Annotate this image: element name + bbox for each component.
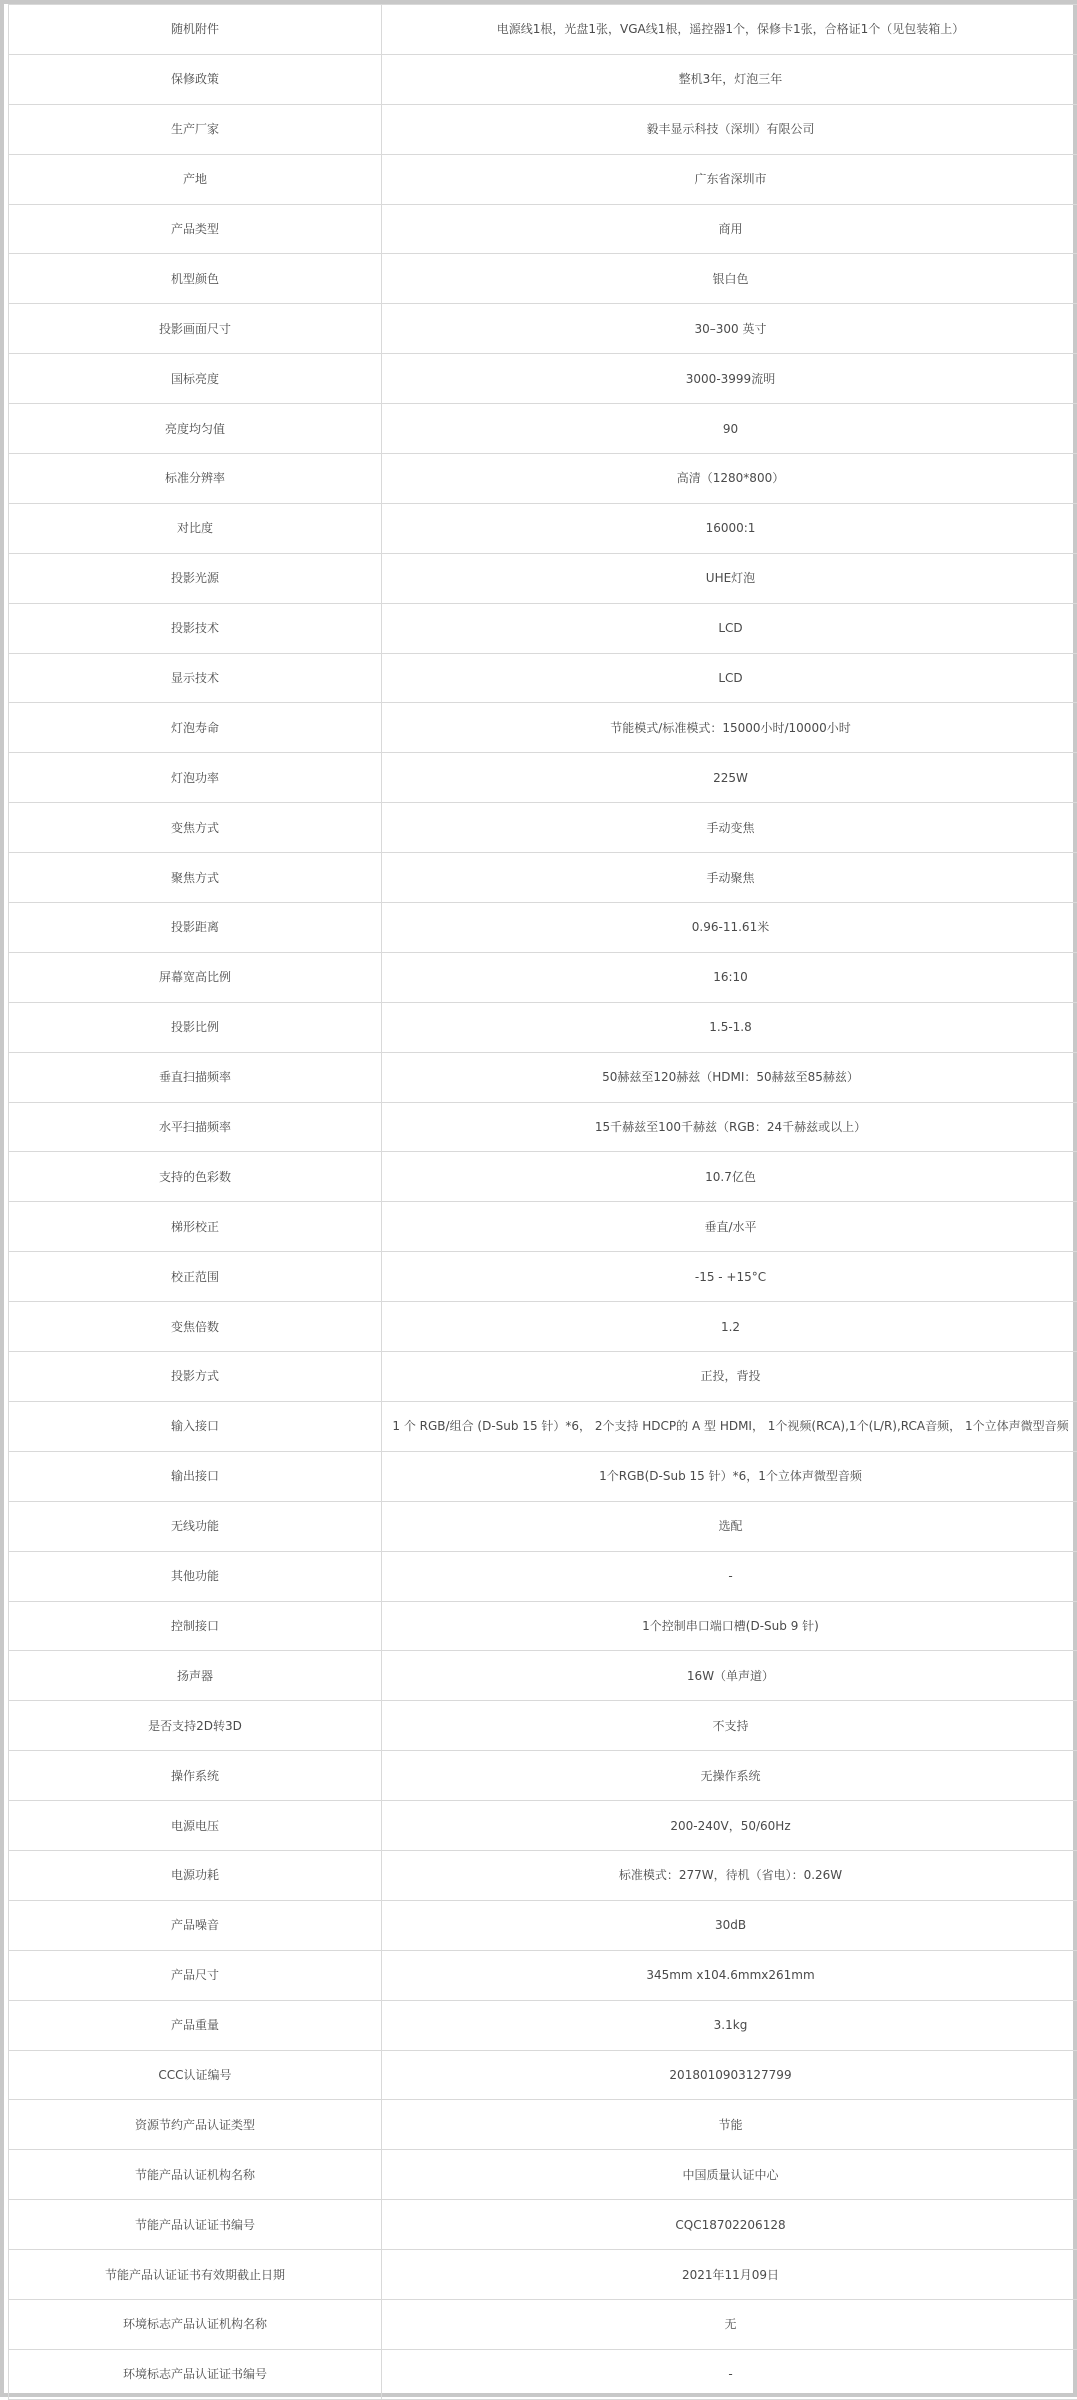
spec-row xyxy=(9,1252,1077,1302)
spec-value: 广东省深圳市 xyxy=(382,154,1077,204)
spec-value: 手动聚焦 xyxy=(382,853,1077,903)
spec-table-body xyxy=(9,5,1077,2400)
spec-value: 200-240V，50/60Hz xyxy=(382,1801,1077,1851)
spec-row xyxy=(9,703,1077,753)
spec-label: 生产厂家 xyxy=(9,104,382,154)
spec-label: 投影比例 xyxy=(9,1002,382,1052)
spec-row xyxy=(9,154,1077,204)
spec-row xyxy=(9,853,1077,903)
spec-label: 控制接口 xyxy=(9,1601,382,1651)
spec-row xyxy=(9,1751,1077,1801)
spec-value: 1.2 xyxy=(382,1302,1077,1352)
spec-label: 聚焦方式 xyxy=(9,853,382,903)
spec-label: 支持的色彩数 xyxy=(9,1152,382,1202)
spec-row xyxy=(9,1102,1077,1152)
spec-row xyxy=(9,553,1077,603)
spec-value: LCD xyxy=(382,653,1077,703)
spec-label: 节能产品认证证书有效期截止日期 xyxy=(9,2250,382,2300)
spec-value: - xyxy=(382,1551,1077,1601)
spec-label: 显示技术 xyxy=(9,653,382,703)
spec-value: 16:10 xyxy=(382,952,1077,1002)
spec-value: 16000:1 xyxy=(382,503,1077,553)
spec-row xyxy=(9,1850,1077,1900)
spec-label: 标准分辨率 xyxy=(9,454,382,504)
spec-value: 无操作系统 xyxy=(382,1751,1077,1801)
spec-row xyxy=(9,104,1077,154)
spec-value: 10.7亿色 xyxy=(382,1152,1077,1202)
spec-label: 亮度均匀值 xyxy=(9,404,382,454)
spec-value: LCD xyxy=(382,603,1077,653)
spec-row xyxy=(9,454,1077,504)
spec-label: 灯泡功率 xyxy=(9,753,382,803)
spec-value: 2018010903127799 xyxy=(382,2050,1077,2100)
spec-value: 中国质量认证中心 xyxy=(382,2150,1077,2200)
spec-row xyxy=(9,1352,1077,1402)
spec-row xyxy=(9,1202,1077,1252)
spec-row xyxy=(9,1302,1077,1352)
spec-row xyxy=(9,2100,1077,2150)
spec-value: UHE灯泡 xyxy=(382,553,1077,603)
spec-label: 操作系统 xyxy=(9,1751,382,1801)
spec-label: 输入接口 xyxy=(9,1401,382,1451)
spec-value: 90 xyxy=(382,404,1077,454)
spec-row xyxy=(9,2000,1077,2050)
spec-row xyxy=(9,2299,1077,2349)
spec-row xyxy=(9,2050,1077,2100)
spec-label: 产品重量 xyxy=(9,2000,382,2050)
spec-label: 节能产品认证机构名称 xyxy=(9,2150,382,2200)
spec-label: 输出接口 xyxy=(9,1451,382,1501)
spec-row xyxy=(9,2349,1077,2399)
spec-row xyxy=(9,1801,1077,1851)
spec-row xyxy=(9,2200,1077,2250)
spec-label: 产地 xyxy=(9,154,382,204)
spec-label: 节能产品认证证书编号 xyxy=(9,2200,382,2250)
spec-label: 电源电压 xyxy=(9,1801,382,1851)
spec-label: 国标亮度 xyxy=(9,354,382,404)
spec-label: 扬声器 xyxy=(9,1651,382,1701)
spec-row xyxy=(9,1651,1077,1701)
spec-value: 银白色 xyxy=(382,254,1077,304)
spec-value: 手动变焦 xyxy=(382,803,1077,853)
spec-value: 选配 xyxy=(382,1501,1077,1551)
spec-value: 225W xyxy=(382,753,1077,803)
spec-value: 3000-3999流明 xyxy=(382,354,1077,404)
spec-label: 投影光源 xyxy=(9,553,382,603)
spec-label: 其他功能 xyxy=(9,1551,382,1601)
spec-label: 环境标志产品认证证书编号 xyxy=(9,2349,382,2399)
spec-row xyxy=(9,1152,1077,1202)
spec-label: 产品类型 xyxy=(9,204,382,254)
spec-label: 屏幕宽高比例 xyxy=(9,952,382,1002)
spec-value: 30dB xyxy=(382,1900,1077,1950)
spec-value: 无 xyxy=(382,2299,1077,2349)
spec-label: 变焦方式 xyxy=(9,803,382,853)
spec-label: 垂直扫描频率 xyxy=(9,1052,382,1102)
spec-row xyxy=(9,1701,1077,1751)
spec-label: 环境标志产品认证机构名称 xyxy=(9,2299,382,2349)
spec-label: CCC认证编号 xyxy=(9,2050,382,2100)
spec-value: 高清（1280*800） xyxy=(382,454,1077,504)
spec-row xyxy=(9,1002,1077,1052)
spec-label: 资源节约产品认证类型 xyxy=(9,2100,382,2150)
spec-row xyxy=(9,803,1077,853)
spec-value: 16W（单声道） xyxy=(382,1651,1077,1701)
spec-value: CQC18702206128 xyxy=(382,2200,1077,2250)
spec-label: 水平扫描频率 xyxy=(9,1102,382,1152)
spec-row xyxy=(9,1900,1077,1950)
spec-value: 不支持 xyxy=(382,1701,1077,1751)
spec-row xyxy=(9,304,1077,354)
spec-value: 垂直/水平 xyxy=(382,1202,1077,1252)
spec-value: 2021年11月09日 xyxy=(382,2250,1077,2300)
spec-label: 校正范围 xyxy=(9,1252,382,1302)
spec-label: 变焦倍数 xyxy=(9,1302,382,1352)
spec-row xyxy=(9,603,1077,653)
spec-row xyxy=(9,54,1077,104)
spec-label: 对比度 xyxy=(9,503,382,553)
spec-row xyxy=(9,1551,1077,1601)
spec-label: 投影距离 xyxy=(9,903,382,953)
spec-value: 1个RGB(D-Sub 15 针）*6，1个立体声微型音频 xyxy=(382,1451,1077,1501)
spec-value: 3.1kg xyxy=(382,2000,1077,2050)
spec-row xyxy=(9,2150,1077,2200)
spec-row xyxy=(9,1451,1077,1501)
spec-value: 正投，背投 xyxy=(382,1352,1077,1402)
spec-value: 整机3年，灯泡三年 xyxy=(382,54,1077,104)
spec-label: 电源功耗 xyxy=(9,1850,382,1900)
spec-label: 投影画面尺寸 xyxy=(9,304,382,354)
spec-value: 电源线1根，光盘1张，VGA线1根，遥控器1个，保修卡1张，合格证1个（见包装箱上） xyxy=(382,5,1077,55)
spec-value: - xyxy=(382,2349,1077,2399)
spec-value: 1个控制串口端口槽(D-Sub 9 针) xyxy=(382,1601,1077,1651)
spec-row xyxy=(9,204,1077,254)
spec-label: 无线功能 xyxy=(9,1501,382,1551)
spec-row xyxy=(9,1052,1077,1102)
spec-row xyxy=(9,653,1077,703)
spec-row xyxy=(9,354,1077,404)
spec-row xyxy=(9,5,1077,55)
spec-row xyxy=(9,952,1077,1002)
spec-value: 30–300 英寸 xyxy=(382,304,1077,354)
spec-row xyxy=(9,903,1077,953)
spec-value: 15千赫兹至100千赫兹（RGB：24千赫兹或以上） xyxy=(382,1102,1077,1152)
spec-value: 标准模式：277W，待机（省电）：0.26W xyxy=(382,1850,1077,1900)
spec-row xyxy=(9,1601,1077,1651)
spec-row xyxy=(9,503,1077,553)
spec-value: 节能模式/标准模式：15000小时/10000小时 xyxy=(382,703,1077,753)
spec-label: 机型颜色 xyxy=(9,254,382,304)
spec-row xyxy=(9,1401,1077,1451)
spec-label: 产品尺寸 xyxy=(9,1950,382,2000)
spec-value: 1 个 RGB/组合 (D-Sub 15 针）*6， 2个支持 HDCP的 A 型 HDMI， 1个视频(RCA),1个(L/R),RCA音频， 1个立体声微型音频 xyxy=(382,1401,1077,1451)
spec-row xyxy=(9,404,1077,454)
spec-label: 梯形校正 xyxy=(9,1202,382,1252)
spec-row xyxy=(9,2250,1077,2300)
spec-row xyxy=(9,753,1077,803)
spec-label: 随机附件 xyxy=(9,5,382,55)
spec-value: 345mm x104.6mmx261mm xyxy=(382,1950,1077,2000)
spec-value: 毅丰显示科技（深圳）有限公司 xyxy=(382,104,1077,154)
spec-label: 是否支持2D转3D xyxy=(9,1701,382,1751)
spec-value: 50赫兹至120赫兹（HDMI：50赫兹至85赫兹） xyxy=(382,1052,1077,1102)
spec-label: 投影方式 xyxy=(9,1352,382,1402)
spec-value: 1.5-1.8 xyxy=(382,1002,1077,1052)
spec-value: 节能 xyxy=(382,2100,1077,2150)
spec-table xyxy=(8,4,1077,2400)
spec-label: 投影技术 xyxy=(9,603,382,653)
spec-row xyxy=(9,1950,1077,2000)
spec-label: 产品噪音 xyxy=(9,1900,382,1950)
spec-value: -15 - +15°C xyxy=(382,1252,1077,1302)
spec-value: 0.96-11.61米 xyxy=(382,903,1077,953)
spec-row xyxy=(9,254,1077,304)
spec-label: 灯泡寿命 xyxy=(9,703,382,753)
spec-row xyxy=(9,1501,1077,1551)
spec-label: 保修政策 xyxy=(9,54,382,104)
spec-value: 商用 xyxy=(382,204,1077,254)
